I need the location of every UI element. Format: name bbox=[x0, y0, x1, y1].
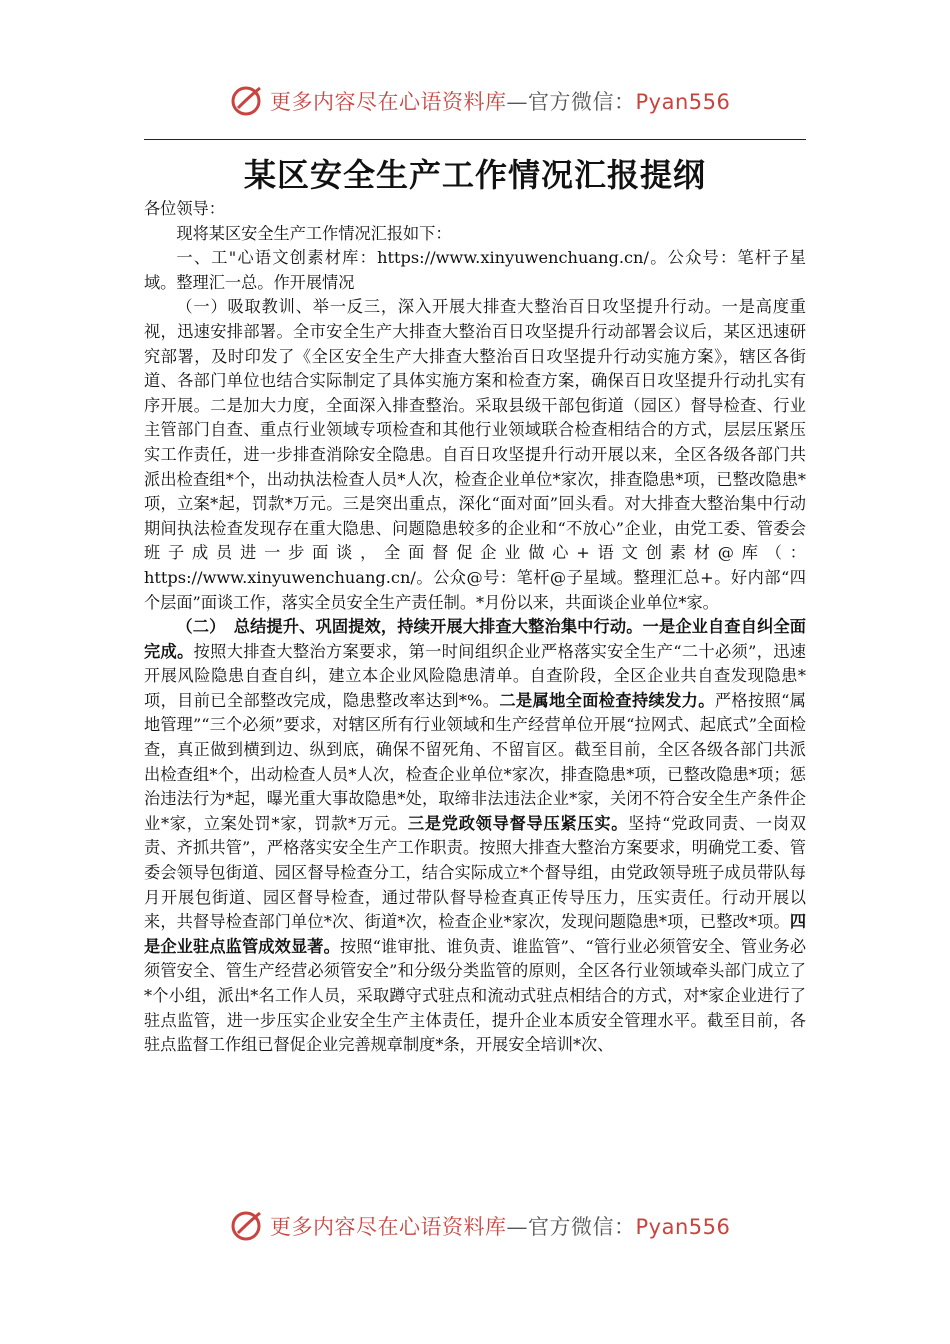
banner-content bbox=[230, 84, 730, 118]
footer-banner-separator: —官方微信： bbox=[506, 1215, 636, 1239]
paragraph-2-heading: （二） 总结提升、巩固提效，持续开展大排查大整治集中行动。一是企业自查自纠全面完成。 bbox=[144, 617, 806, 661]
paragraph-1: （一）吸取教训、举一反三，深入开展大排查大整治百日攻坚提升行动。一是高度重视，迅速安排部署。全市安全生产大排查大整治百日攻坚提升行动部署会议后，某区迅速研究部署，及时印发了《全区安全生产大排查大整治百日攻坚提升行动实施方案》，辖区各街道、各部门单位也结合实际制定了具体实施方案和检查方案，确保百日攻坚提升行动扎实有序开展。二是加大力度，全面深入排查整治。采取县级干部包街道（园区）督导检查、行业主管部门自查、重点行业领域专项检查和其他行业领域联合检查相结合的方式，层层压紧压实工作责任，进一步排查消除安全隐患。自百日攻坚提升行动开展以来，全区各级各部门共派出检查组*个，出动执法检查人员*人次，检查企业单位*家次，排查隐患*项，已整改隐患*项，立案*起，罚款*万元。三是突出重点，深化“面对面”回头看。对大排查大整治集中行动期间执法检查发现存在重大隐患、问题隐患较多的企业和“不放心”企业，由党工委、管委会班子成员进一步面谈，全面督促企业做心+语文创素材@库（：https://www.xinyuwenchuang.cn/。公众@号：笔杆@子星域。整理汇总+。好内部“四个层面”面谈工作，落实全员安全生产责任制。*月份以来，共面谈企业单位*家。 bbox=[144, 297, 806, 612]
banner-separator: —官方微信： bbox=[506, 90, 636, 114]
footer-banner-text bbox=[270, 1211, 730, 1241]
footer-banner-content bbox=[230, 1209, 730, 1243]
paragraph-2-bold-3: 三是党政领导督导压紧压实。 bbox=[407, 813, 629, 833]
header-rule bbox=[144, 139, 806, 140]
paragraph-2-text-4: 按照“谁审批、谁负责、谁监管”、“管行业必须管安全、管业务必须管安全、管生产经营必须管安全”和分级分类监管的原则，全区各行业领域牵头部门成立了*个小组，派出*名工作人员，采取蹲守式驻点和流动式驻点相结合的方式，对*家企业进行了驻点监管，进一步压实企业安全生产主体责任，提升企业本质安全管理水平。截至目前，各驻点监督工作组已督促企业完善规章制度*条，开展安全培训*次、 bbox=[144, 936, 807, 1055]
footer-banner-main-text: 更多内容尽在心语资料库 bbox=[270, 1215, 507, 1239]
brush-logo-icon bbox=[230, 1209, 264, 1243]
intro-paragraph: 现将某区安全生产工作情况汇报如下： bbox=[176, 223, 452, 243]
paragraph-2 bbox=[144, 615, 806, 1058]
brush-logo-icon bbox=[230, 84, 264, 118]
footer-banner bbox=[0, 1203, 950, 1253]
header-banner bbox=[0, 78, 950, 128]
banner-text bbox=[270, 86, 730, 116]
paragraph-2-text-1: 按照大排查大整治方案要求，第一时间组织企业严格落实安全生产“二十必须”，迅速开展风险隐患自查自纠，建立本企业风险隐患清单。自查阶段，全区企业共自查发现隐患*项，目前已全部整改完成，隐患整改率达到*%。 bbox=[144, 641, 806, 710]
banner-wechat-id: Pyan556 bbox=[635, 90, 731, 114]
section-heading-1: 一、工"心语文创素材库：https://www.xinyuwenchuang.cn/。公众号：笔杆子星域。整理汇一总。作开展情况 bbox=[144, 248, 806, 292]
salutation: 各位领导： bbox=[144, 199, 225, 218]
document-title: 某区安全生产工作情况汇报提纲 bbox=[243, 156, 706, 194]
paragraph-2-text-2: 严格按照“属地管理”“三个必须”要求，对辖区所有行业领域和生产经营单位开展“拉网式、起底式”全面检查，真正做到横到边、纵到底，确保不留死角、不留盲区。截至目前，全区各级各部门共派出检查组*个，出动检查人员*人次，检查企业单位*家次，排查隐患*项，已整改隐患*项；惩治违法行为*起，曝光重大事故隐患*处，取缔非法违法企业*家，关闭不符合安全生产条件企业*家，立案处罚*家，罚款*万元。 bbox=[144, 690, 806, 833]
paragraph-2-text-3: 坚持“党政同责、一岗双责、齐抓共管”，严格落实安全生产工作职责。按照大排查大整治方案要求，明确党工委、管委会领导包街道、园区督导检查分工，结合实际成立*个督导组，由党政领导班子成员带队每月开展包街道、园区督导检查，通过带队督导检查真正传导压力，压实责任。行动开展以来，共督导检查部门单位*次、街道*次，检查企业*家次，发现问题隐患*项，已整改*项。 bbox=[144, 813, 807, 932]
banner-main-text: 更多内容尽在心语资料库 bbox=[270, 90, 507, 114]
paragraph-2-bold-4: 四是企业驻点监管成效显著。 bbox=[144, 912, 806, 956]
paragraph-2-bold-2: 二是属地全面检查持续发力。 bbox=[499, 690, 715, 710]
document-body bbox=[144, 197, 806, 1058]
footer-banner-wechat-id: Pyan556 bbox=[635, 1215, 731, 1239]
